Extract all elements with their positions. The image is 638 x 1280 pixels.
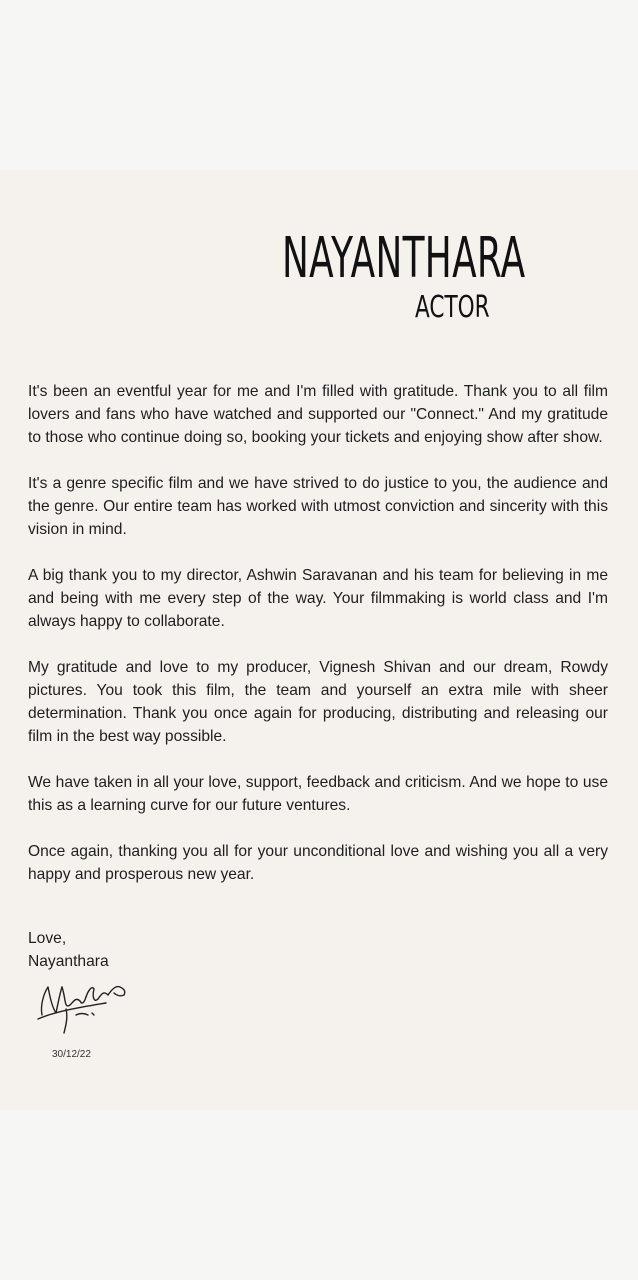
letterhead-name: NAYANTHARA <box>282 226 526 291</box>
closing-block <box>28 927 109 973</box>
letter-body <box>28 380 608 909</box>
signature-icon <box>36 975 130 1037</box>
paragraph-2: It's a genre specific film and we have strived to do justice to you, the audience and the genre. Our entire team has worked with utmost conviction and sincerity with this vision in mind. <box>28 475 608 538</box>
letterhead <box>0 170 638 340</box>
paragraph-5: We have taken in all your love, support, feedback and criticism. And we hope to use this as a learning curve for our future ventures. <box>28 774 608 814</box>
letter-date: 30/12/22 <box>52 1049 91 1060</box>
paragraph-3: A big thank you to my director, Ashwin Saravanan and his team for believing in me and being with me every step of the way. Your filmmaking is world class and I'm always happy to collaborate. <box>28 567 608 630</box>
closing-name: Nayanthara <box>28 953 109 970</box>
letterhead-role: ACTOR <box>415 290 490 325</box>
paragraph-4: My gratitude and love to my producer, Vignesh Shivan and our dream, Rowdy pictures. You took this film, the team and yourself an extra mile with sheer determination. Thank you once again for producing, distributing and releasing our film in the best way possible. <box>28 659 608 745</box>
closing-salutation: Love, <box>28 930 67 947</box>
paragraph-6: Once again, thanking you all for your unconditional love and wishing you all a very happy and prosperous new year. <box>28 843 608 883</box>
letter-page <box>0 170 638 1110</box>
paragraph-1: It's been an eventful year for me and I'm filled with gratitude. Thank you to all film lovers and fans who have watched and supported our "Connect." And my gratitude to those who continue doing so, booking your tickets and enjoying show after show. <box>28 383 608 446</box>
